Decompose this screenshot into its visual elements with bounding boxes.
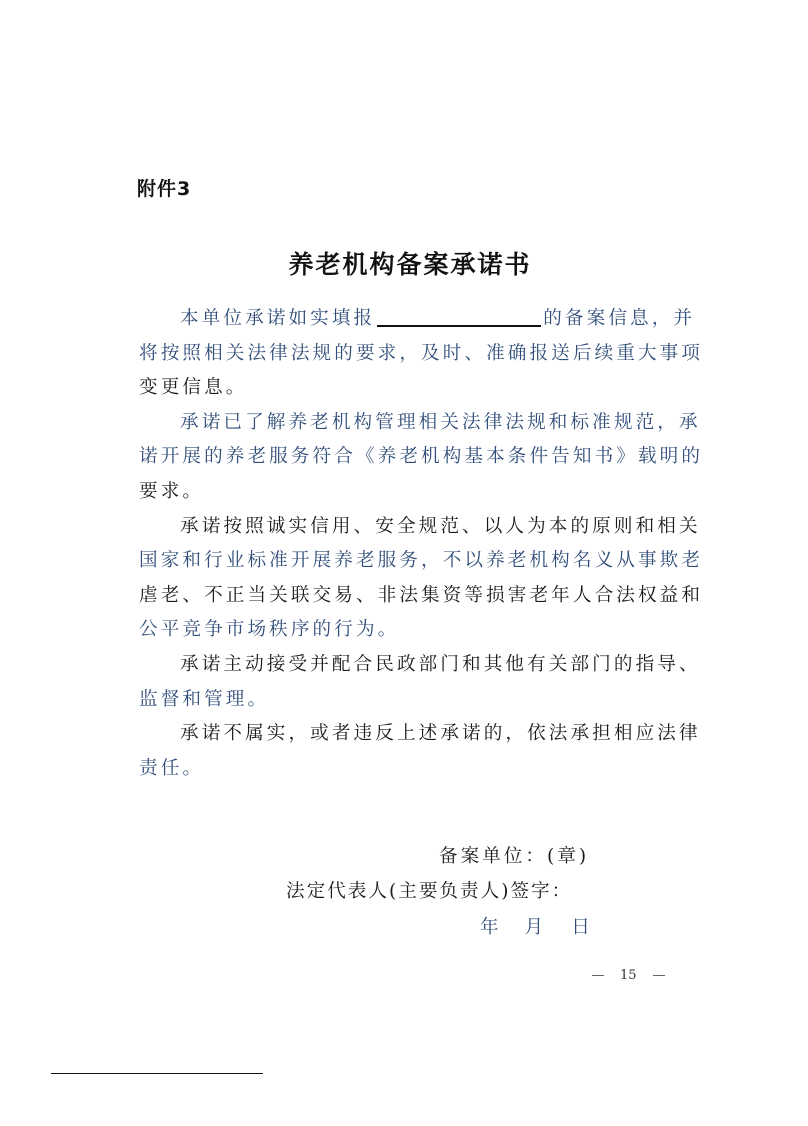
- date-day: 日: [571, 917, 590, 938]
- dash-left: [592, 975, 604, 976]
- body-line: 诺开展的养老服务符合《养老机构基本条件告知书》载明的: [139, 446, 704, 468]
- signature-unit: 备案单位：(章): [439, 846, 590, 867]
- body-line: 承诺按照诚实信用、安全规范、以人为本的原则和相关: [180, 515, 701, 537]
- document-title: 养老机构备案承诺书: [288, 250, 532, 279]
- commitment-body: [139, 302, 704, 786]
- fill-in-suffix: 的备案信息，并: [543, 308, 696, 329]
- date-month: 月: [524, 917, 544, 938]
- body-line: 责任。: [139, 757, 205, 779]
- body-line: 国家和行业标准开展养老服务，不以养老机构名义从事欺老: [139, 550, 704, 572]
- body-line: 将按照相关法律法规的要求，及时、准确报送后续重大事项: [139, 342, 704, 364]
- page-number-value: 15: [620, 968, 637, 983]
- signature-representative: 法定代表人(主要负责人)签字：: [286, 881, 573, 902]
- body-line: 承诺主动接受并配合民政部门和其他有关部门的指导、: [180, 653, 701, 675]
- signature-date: [480, 913, 590, 939]
- body-line: [139, 302, 696, 337]
- body-line: 公平竞争市场秩序的行为。: [139, 619, 400, 641]
- page-number: [592, 968, 665, 983]
- body-line: 虐老、不正当关联交易、非法集资等损害老年人合法权益和: [139, 584, 704, 606]
- body-line: 监督和管理。: [139, 688, 270, 710]
- body-line: 承诺已了解养老机构管理相关法律法规和标准规范，承: [180, 411, 701, 433]
- body-line: 承诺不属实，或者违反上述承诺的，依法承担相应法律: [180, 723, 701, 745]
- body-line: 要求。: [139, 480, 205, 502]
- attachment-label: 附件3: [137, 178, 192, 200]
- fill-in-blank: [377, 305, 541, 327]
- fill-in-prefix: 本单位承诺如实填报: [180, 308, 376, 329]
- footnote-divider: [51, 1073, 263, 1074]
- date-year: 年: [480, 917, 499, 938]
- dash-right: [653, 975, 665, 976]
- body-line: 变更信息。: [139, 377, 248, 399]
